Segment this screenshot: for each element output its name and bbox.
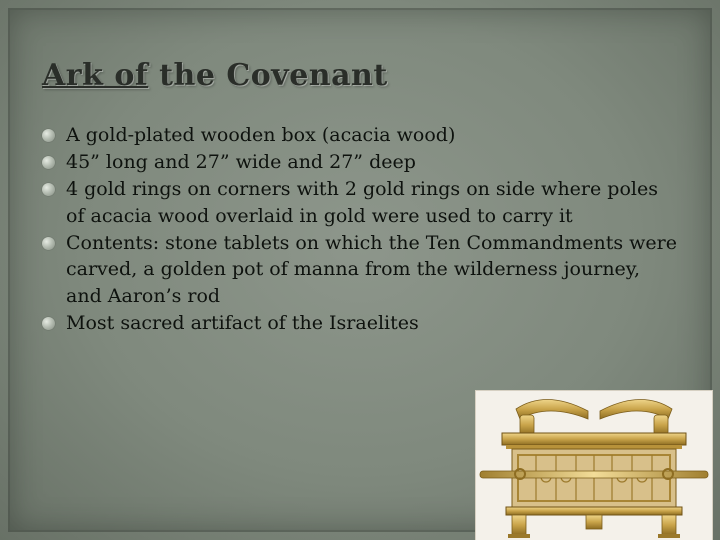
slide-title-underlined: Ark of <box>42 58 149 93</box>
bullet-dot-icon <box>42 129 55 142</box>
bullet-list <box>40 122 680 337</box>
bullet-text: Contents: stone tablets on which the Ten Commandments were carved, a golden pot of manna from the wilderness journey, and Aaron’s rod <box>66 231 677 307</box>
bullet-dot-icon <box>42 156 55 169</box>
bullet-dot-icon <box>42 183 55 196</box>
bullet-item <box>40 230 680 310</box>
bullet-dot-icon <box>42 317 55 330</box>
ark-of-the-covenant-image <box>475 390 713 540</box>
bullet-item <box>40 310 680 337</box>
bullet-text: 4 gold rings on corners with 2 gold rings on side where poles of acacia wood overlaid in gold were used to carry it <box>66 178 658 227</box>
bullet-item <box>40 122 680 149</box>
bullet-item <box>40 149 680 176</box>
bullet-text: 45” long and 27” wide and 27” deep <box>66 151 416 173</box>
bullet-item <box>40 176 680 229</box>
ark-illustration <box>476 391 712 540</box>
bullet-text: Most sacred artifact of the Israelites <box>66 311 419 334</box>
bullet-dot-icon <box>42 237 55 250</box>
slide-title <box>42 58 388 93</box>
bullet-text: A gold-plated wooden box (acacia wood) <box>66 124 456 146</box>
slide-title-rest: the Covenant <box>148 58 388 93</box>
